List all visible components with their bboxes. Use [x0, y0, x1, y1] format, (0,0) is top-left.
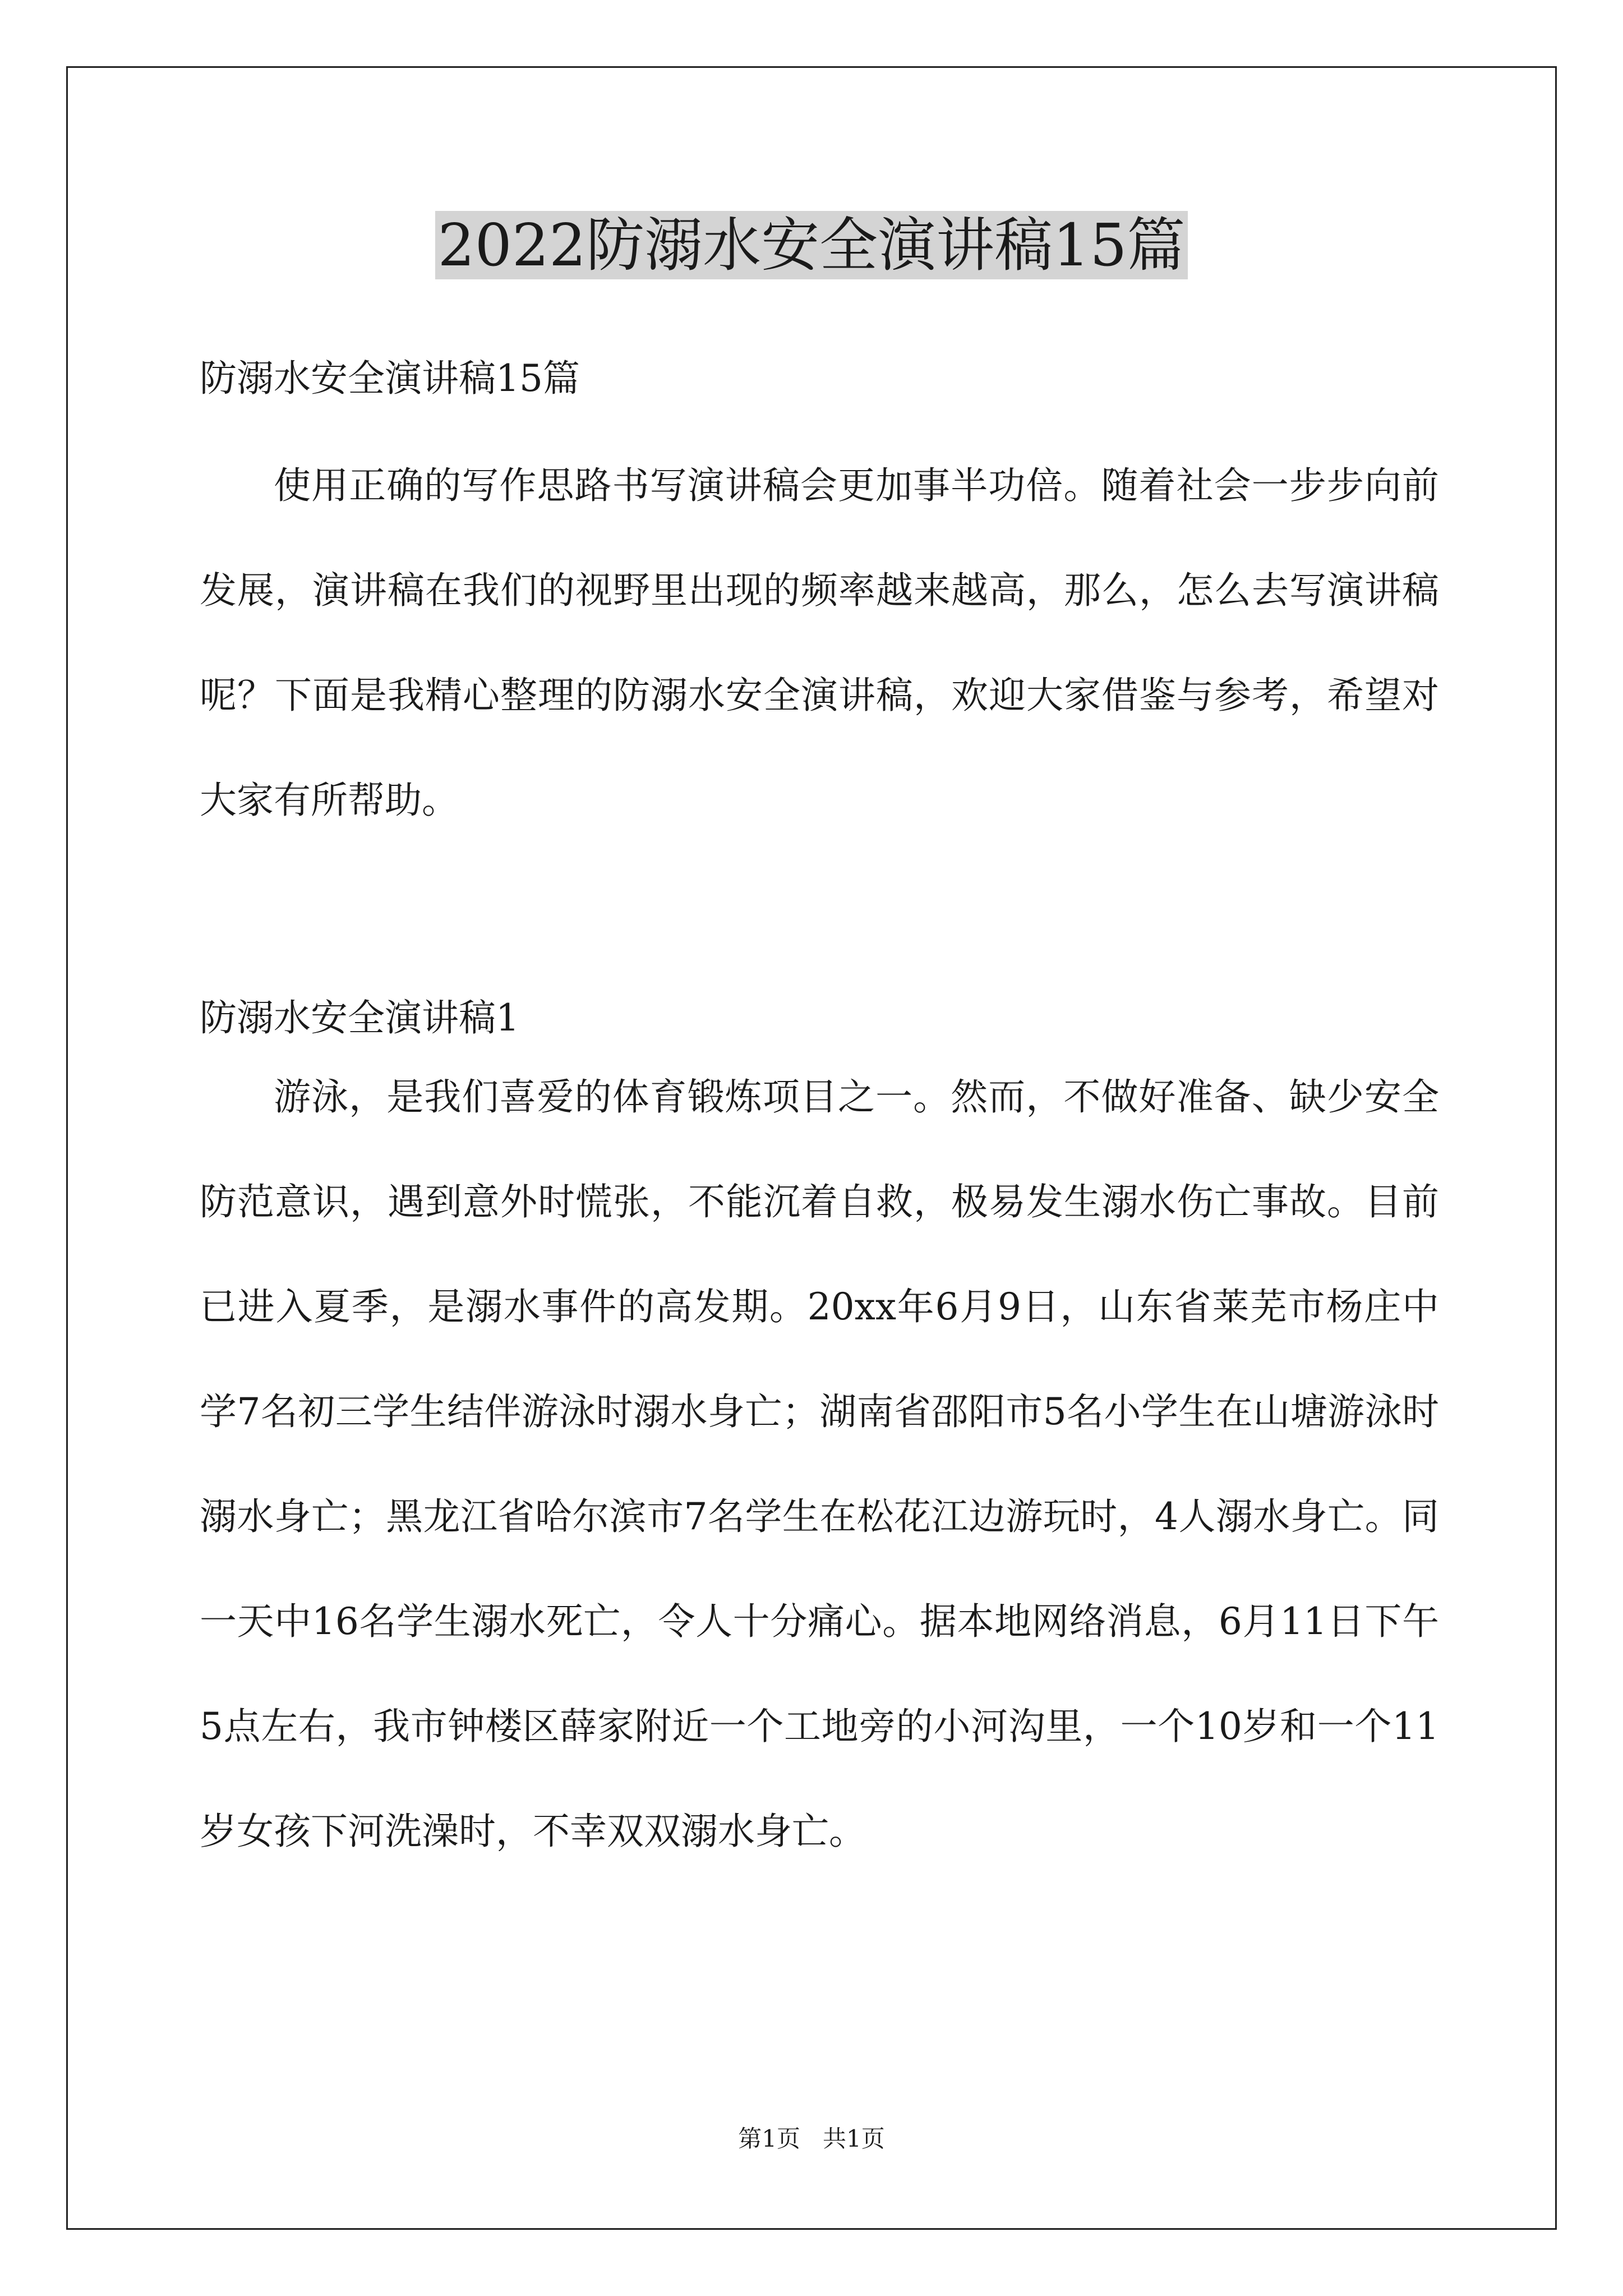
document-subtitle: 防溺水安全演讲稿15篇: [200, 357, 580, 400]
section-paragraph: 游泳，是我们喜爱的体育锻炼项目之一。然而，不做好准备、缺少安全防范意识，遇到意外时慌张，不能沉着自救，极易发生溺水伤亡事故。目前已进入夏季，是溺水事件的高发期。20xx年6月9日，山东省莱芜市杨庄中学7名初三学生结伴游泳时溺水身亡；湖南省邵阳市5名小学生在山塘游泳时溺水身亡；黑龙江省哈尔滨市7名学生在松花江边游玩时，4人溺水身亡。同一天中16名学生溺水死亡，令人十分痛心。据本地网络消息，6月11日下午5点左右，我市钟楼区薛家附近一个工地旁的小河沟里，一个10岁和一个11岁女孩下河洗澡时，不幸双双溺水身亡。: [200, 1075, 1439, 1853]
intro-paragraph: 使用正确的写作思路书写演讲稿会更加事半功倍。随着社会一步步向前发展，演讲稿在我们的视野里出现的频率越来越高，那么，怎么去写演讲稿呢？下面是我精心整理的防溺水安全演讲稿，欢迎大家借鉴与参考，希望对大家有所帮助。: [200, 464, 1439, 822]
document-title-text: 2022防溺水安全演讲稿15篇: [435, 211, 1187, 279]
document-title: [0, 203, 1623, 287]
page-footer: 第1页 共1页: [738, 2125, 885, 2152]
section-heading: 防溺水安全演讲稿1: [200, 996, 519, 1039]
